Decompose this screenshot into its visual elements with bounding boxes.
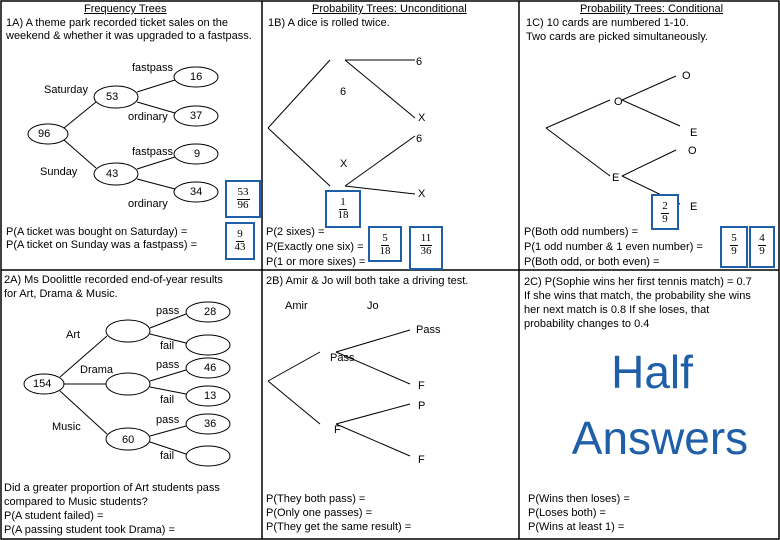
q1a-line2: weekend & whether it was upgraded to a fastpass.: [6, 30, 252, 42]
prob-tree-1c: [546, 76, 680, 204]
q1c-line2: Two cards are picked simultaneously.: [526, 31, 708, 43]
q2c-w2: P(Loses both) =: [528, 507, 606, 519]
q2a-line3: Did a greater proportion of Art students pass: [4, 482, 220, 494]
q2b-p1: P(They both pass) =: [266, 493, 366, 505]
q2c-w1: P(Wins then loses) =: [528, 493, 630, 505]
value-drama-pass: 46: [204, 362, 217, 374]
label-drama: Drama: [80, 364, 114, 376]
label-music: Music: [52, 421, 81, 433]
prob-tree-2b: [268, 330, 410, 456]
q1c-p2: P(1 odd number & 1 even number) =: [524, 241, 703, 253]
q2a-line5: P(A student failed) =: [4, 510, 104, 522]
q2b-p2: P(Only one passes) =: [266, 507, 373, 519]
outcome-six-3: 6: [416, 133, 423, 145]
q2c-line4: probability changes to 0.4: [524, 318, 650, 330]
label-sunday: Sunday: [40, 166, 78, 178]
q2a-line2: for Art, Drama & Music.: [4, 288, 118, 300]
title-answers: Answers: [571, 412, 749, 464]
q1a-p2: P(A ticket on Sunday was a fastpass) =: [6, 239, 198, 251]
outcome-o-1: O: [682, 70, 691, 82]
q2c-line3: her next match is 0.8 If she loses, that: [524, 304, 710, 316]
label-fastpass-sat: fastpass: [132, 62, 173, 74]
label-fail-music: fail: [160, 450, 175, 462]
heading-unconditional: Probability Trees: Unconditional: [312, 3, 467, 15]
q2a-line6: P(A passing student took Drama) =: [4, 524, 175, 536]
value-sat-fastpass: 16: [190, 71, 203, 83]
label-art: Art: [66, 329, 81, 341]
label-amir: Amir: [285, 300, 308, 312]
outcome-f-2: F: [418, 454, 425, 466]
outcome-f-amir: F: [334, 424, 341, 436]
value-saturday: 53: [106, 91, 119, 103]
label-pass-drama: pass: [156, 359, 180, 371]
q1c-line1: 1C) 10 cards are numbered 1-10.: [526, 17, 689, 29]
value-sun-ordinary: 34: [190, 186, 203, 198]
answer-box-1a-2: $\frac{9}{43}$: [225, 222, 255, 260]
answer-box-1b-1: $\frac{1}{18}$: [325, 190, 361, 228]
outcome-e-3: E: [690, 201, 698, 213]
label-saturday: Saturday: [44, 84, 89, 96]
q2b-text: 2B) Amir & Jo will both take a driving test.: [266, 275, 469, 287]
outcome-six-1: 6: [416, 56, 423, 68]
outcome-six-2: 6: [340, 86, 347, 98]
total-96: 96: [38, 128, 51, 140]
heading-conditional: Probability Trees: Conditional: [580, 3, 724, 15]
q2a-line4: compared to Music students?: [4, 496, 148, 508]
q2a-line1: 2A) Ms Doolittle recorded end-of-year results: [4, 274, 223, 286]
value-music-pass: 36: [204, 418, 217, 430]
answer-box-1c-3: $\frac{4}{9}$: [749, 226, 775, 268]
outcome-f-1: F: [418, 380, 425, 392]
prob-tree-1b: [268, 60, 415, 194]
outcome-o-3: O: [688, 145, 697, 157]
q1b-p1: P(2 sixes) =: [266, 226, 325, 238]
label-pass-music: pass: [156, 414, 180, 426]
q2c-line2: If she wins that match, the probability she wins: [524, 290, 751, 302]
q1b-p3: P(1 or more sixes) =: [266, 256, 366, 268]
label-jo: Jo: [367, 300, 379, 312]
answer-box-1c-2: $\frac{5}{9}$: [720, 226, 748, 268]
value-music: 60: [122, 434, 135, 446]
title-half: Half: [611, 346, 693, 398]
q1a-line1: 1A) A theme park recorded ticket sales on the: [6, 17, 228, 29]
total-154: 154: [33, 378, 52, 390]
answer-box-1a-1: $\frac{53}{96}$: [225, 180, 261, 218]
outcome-x-3: X: [418, 188, 426, 200]
outcome-pass-amir: Pass: [330, 352, 355, 364]
outcome-p-1: P: [418, 400, 426, 412]
value-drama-fail: 13: [204, 390, 217, 402]
outcome-o-2: O: [614, 96, 623, 108]
value-sunday: 43: [106, 168, 119, 180]
label-pass-art: pass: [156, 305, 180, 317]
q1b-p2: P(Exactly one six) =: [266, 241, 364, 253]
answer-box-1b-3: $\frac{11}{36}$: [409, 226, 443, 270]
outcome-x-2: X: [340, 158, 348, 170]
value-sat-ordinary: 37: [190, 110, 203, 122]
answer-box-1b-2: $\frac{5}{18}$: [368, 226, 402, 262]
q2b-p3: P(They get the same result) =: [266, 521, 412, 533]
label-fail-art: fail: [160, 340, 175, 352]
outcome-e-1: E: [690, 127, 698, 139]
outcome-x-1: X: [418, 112, 426, 124]
outcome-e-2: E: [612, 172, 620, 184]
q1c-p3: P(Both odd, or both even) =: [524, 256, 660, 268]
q2c-w3: P(Wins at least 1) =: [528, 521, 625, 533]
q1b-text: 1B) A dice is rolled twice.: [268, 17, 390, 29]
value-art-pass: 28: [204, 306, 217, 318]
q1a-p1: P(A ticket was bought on Saturday) =: [6, 226, 188, 238]
q1c-p1: P(Both odd numbers) =: [524, 226, 639, 238]
label-fail-drama: fail: [160, 394, 175, 406]
label-ordinary-sat: ordinary: [128, 111, 168, 123]
answer-box-1c-1: $\frac{2}{9}$: [651, 194, 679, 230]
q2c-line1: 2C) P(Sophie wins her first tennis match) = 0.7: [524, 276, 752, 288]
value-sun-fastpass: 9: [194, 148, 201, 160]
heading-frequency-trees: Frequency Trees: [84, 3, 167, 15]
label-ordinary-sun: ordinary: [128, 198, 168, 210]
outcome-pass-jo: Pass: [416, 324, 441, 336]
label-fastpass-sun: fastpass: [132, 146, 173, 158]
